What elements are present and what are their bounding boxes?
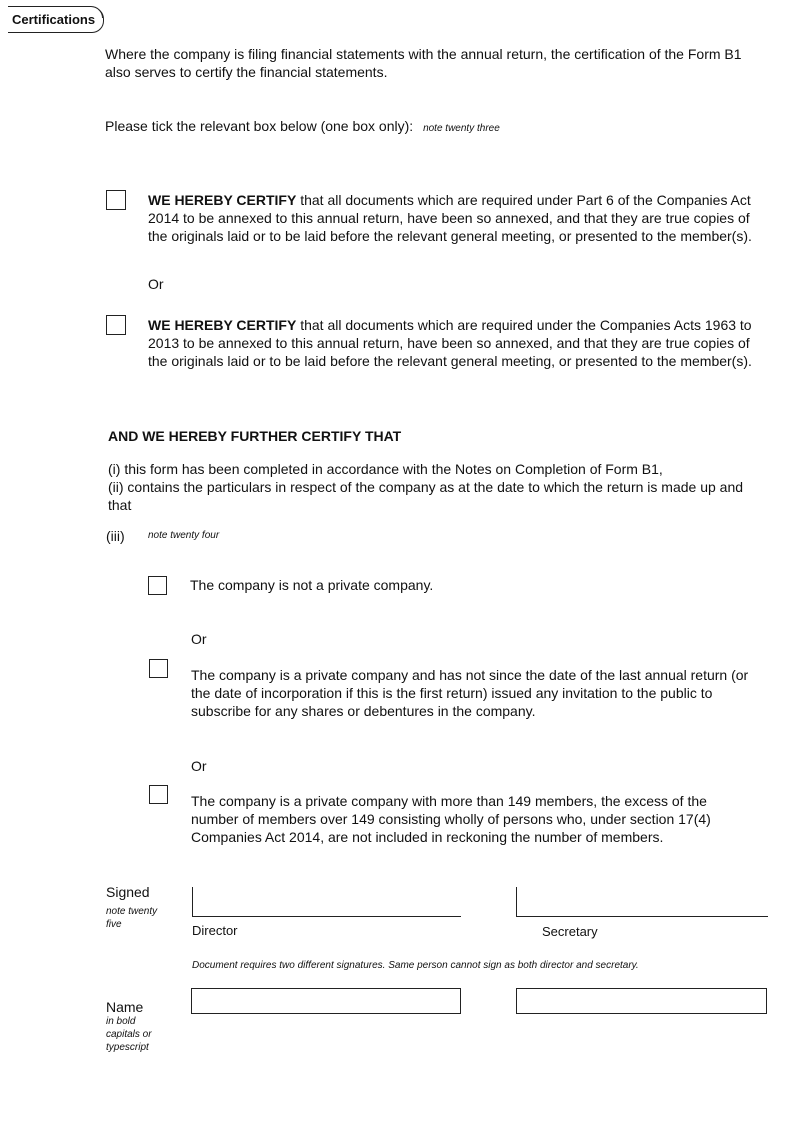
certify-part6-text	[148, 191, 766, 245]
signed-label: Signed	[106, 884, 150, 900]
certify-1963-body: that all documents which are required under the Companies Acts 1963 to 2013 to be annexed to this annual return, have been so annexed, and that they are true copies of the originals laid or to be laid before the relevant general meeting, or presented to the member(s).	[148, 317, 752, 369]
or-divider-2: Or	[191, 631, 207, 647]
certifications-tab[interactable]	[8, 7, 104, 33]
or-divider-1: Or	[148, 276, 164, 292]
further-certify-heading: AND WE HEREBY FURTHER CERTIFY THAT	[108, 428, 402, 444]
certify-part6-body: that all documents which are required under Part 6 of the Companies Act 2014 to be annexed to this annual return, have been so annexed, and that they are true copies of the originals laid or to be laid before the relevant general meeting, or presented to the member(s).	[148, 192, 752, 244]
item-iii-note: note twenty four	[148, 530, 220, 541]
secretary-name-input[interactable]	[516, 988, 767, 1014]
director-signature-field[interactable]	[192, 887, 461, 917]
secretary-label: Secretary	[542, 924, 598, 939]
private-over-149-text: The company is a private company with more than 149 members, the excess of the number of members over 149 consisting wholly of persons who, under section 17(4) Companies Act 2014, are not included in reckoning the number of members.	[191, 793, 711, 845]
certify-1963-checkbox[interactable]	[106, 315, 126, 335]
certify-part6-bold: WE HEREBY CERTIFY	[148, 192, 297, 208]
item-iii-label: (iii)	[106, 528, 125, 544]
tick-instruction-note: note twenty three	[423, 123, 500, 134]
intro-text: Where the company is filing financial statements with the annual return, the certification of the Form B1 also serves to certify the financial statements.	[105, 46, 742, 80]
tick-instruction-text: Please tick the relevant box below (one box only):	[105, 118, 414, 134]
tab-label: Certifications	[12, 12, 96, 27]
secretary-signature-field[interactable]	[516, 887, 768, 917]
or-divider-3: Or	[191, 758, 207, 774]
further-certify-ii: (ii) contains the particulars in respect of the company as at the date to which the return is made up and that	[108, 479, 744, 513]
private-no-invitation-checkbox[interactable]	[149, 659, 168, 678]
further-certify-i: (i) this form has been completed in accordance with the Notes on Completion of Form B1,	[108, 461, 663, 477]
director-label: Director	[192, 923, 238, 938]
name-note: in bold capitals or typescript	[106, 1016, 152, 1053]
signature-requirement-note: Document requires two different signatures. Same person cannot sign as both director and secretary.	[192, 960, 639, 971]
director-name-input[interactable]	[191, 988, 461, 1014]
certify-1963-text	[148, 316, 766, 370]
private-no-invitation-text: The company is a private company and has not since the date of the last annual return (or the date of incorporation if this is the first return) issued any invitation to the public to subscribe for any shares or debentures in the company.	[191, 667, 749, 719]
not-private-checkbox[interactable]	[148, 576, 167, 595]
tick-instruction	[105, 117, 705, 138]
name-label: Name	[106, 999, 144, 1015]
not-private-text: The company is not a private company.	[190, 577, 434, 593]
certify-part6-checkbox[interactable]	[106, 190, 126, 210]
private-over-149-checkbox[interactable]	[149, 785, 168, 804]
certify-1963-bold: WE HEREBY CERTIFY	[148, 317, 297, 333]
signed-note: note twenty five	[106, 906, 158, 930]
